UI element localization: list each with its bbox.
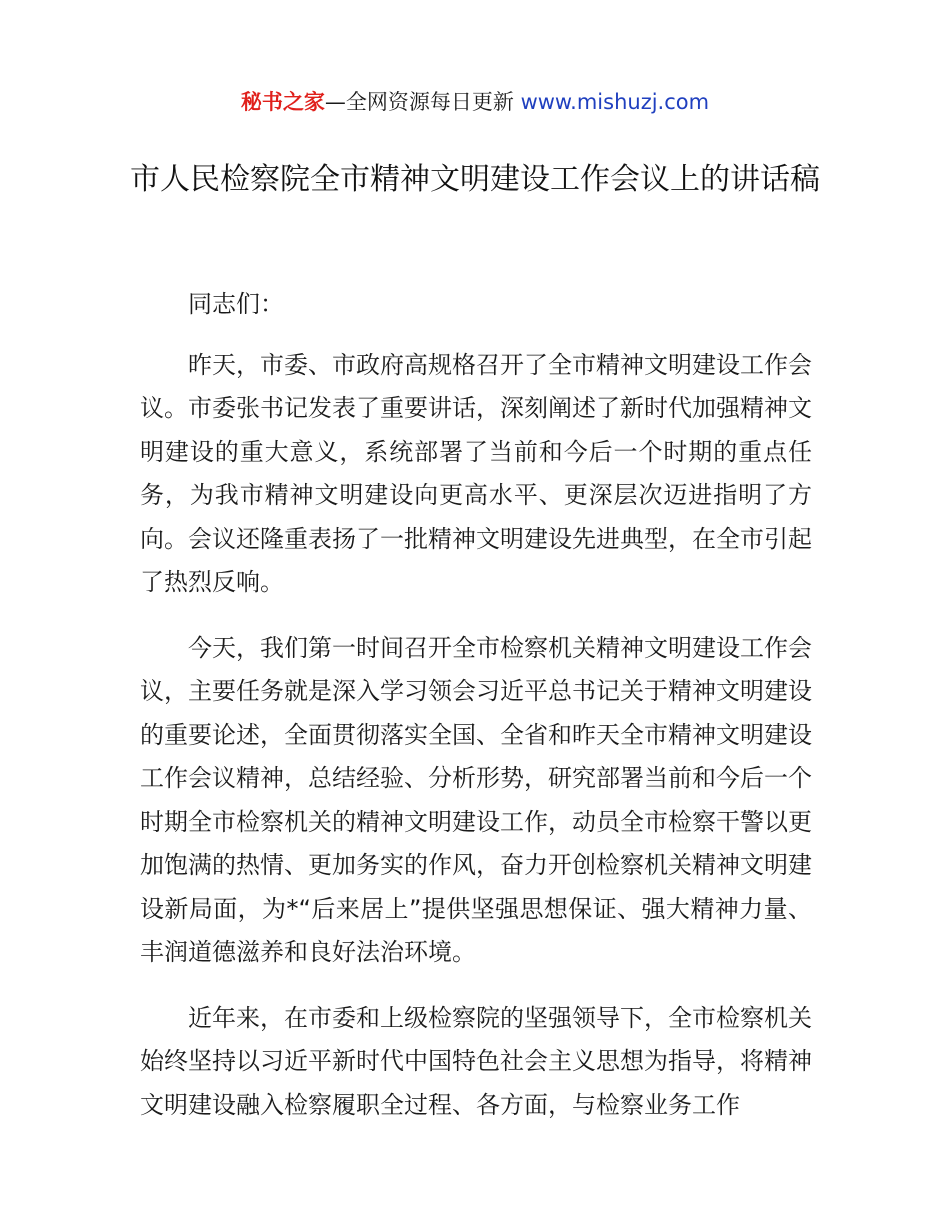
header-tagline: —全网资源每日更新: [324, 90, 521, 114]
paragraph-3: 近年来，在市委和上级检察院的坚强领导下，全市检察机关始终坚持以习近平新时代中国特色社会主义思想为指导，将精神文明建设融入检察履职全过程、各方面，与检察业务工作: [140, 1003, 812, 1119]
paragraph-1: 昨天，市委、市政府高规格召开了全市精神文明建设工作会议。市委张书记发表了重要讲话，深刻阐述了新时代加强精神文明建设的重大意义，系统部署了当前和今后一个时期的重点任务，为我市精神文明建设向更高水平、更深层次迈进指明了方向。会议还隆重表扬了一批精神文明建设先进典型，在全市引起了热烈反响。: [140, 350, 812, 597]
document-body: [140, 283, 812, 1150]
site-header: [0, 86, 950, 118]
site-url-link[interactable]: www.mishuzj.com: [520, 90, 710, 114]
brand-name: 秘书之家: [240, 90, 325, 114]
document-title: 市人民检察院全市精神文明建设工作会议上的讲话稿: [130, 162, 820, 197]
paragraph-2: 今天，我们第一时间召开全市检察机关精神文明建设工作会议，主要任务就是深入学习领会习近平总书记关于精神文明建设的重要论述，全面贯彻落实全国、全省和昨天全市精神文明建设工作会议精神，总结经验、分析形势，研究部署当前和今后一个时期全市检察机关的精神文明建设工作，动员全市检察干警以更加饱满的热情、更加务实的作风，奋力开创检察机关精神文明建设新局面，为*“后来居上”提供坚强思想保证、强大精神力量、丰润道德滋养和良好法治环境。: [140, 633, 812, 967]
salutation: 同志们：: [188, 290, 284, 318]
